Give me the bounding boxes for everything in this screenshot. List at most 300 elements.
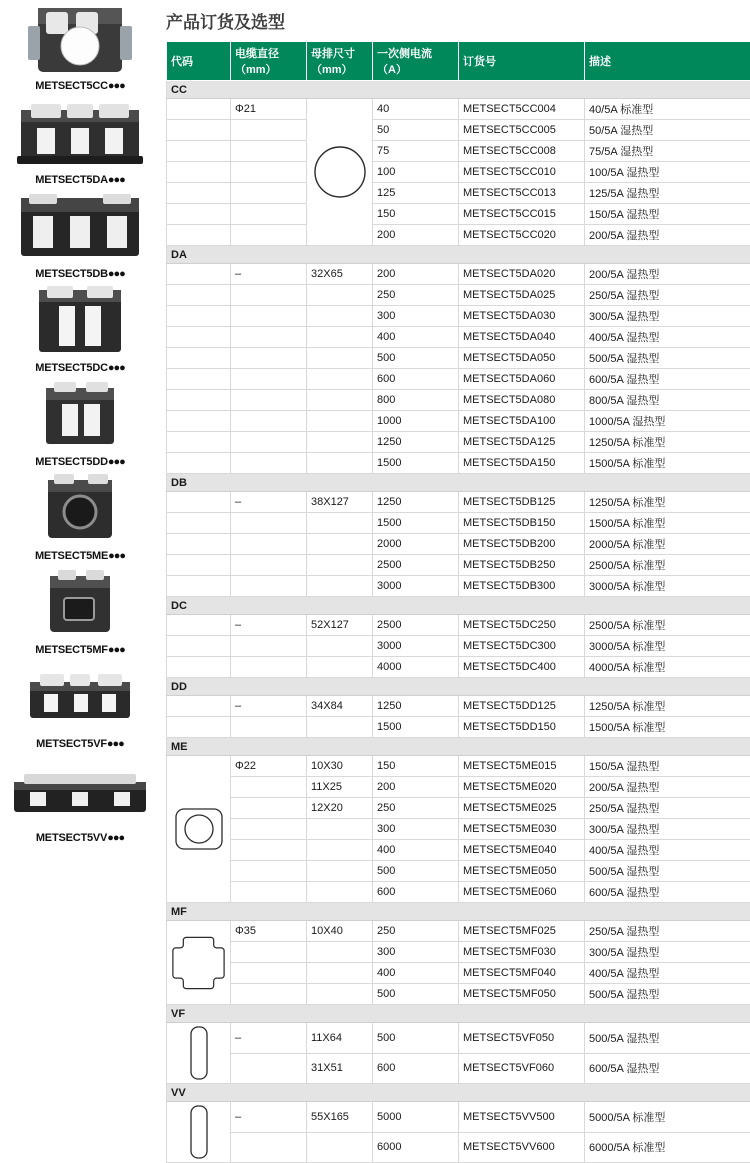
cell-cable-diameter — [231, 348, 307, 369]
cell-code — [167, 555, 231, 576]
cell-primary-current: 250 — [373, 798, 459, 819]
cell-cable-diameter — [231, 576, 307, 597]
cell-cable-diameter — [231, 306, 307, 327]
table-row — [167, 555, 750, 576]
cell-busbar-size — [307, 963, 373, 984]
header-line2: （A） — [377, 64, 407, 76]
cell-code — [167, 264, 231, 285]
cell-primary-current: 1250 — [373, 492, 459, 513]
cell-busbar-size — [307, 861, 373, 882]
cell-cable-diameter — [231, 942, 307, 963]
cell-order-number: METSECT5DC250 — [459, 615, 585, 636]
page-title: 产品订货及选型 — [166, 8, 750, 33]
group-header-row — [167, 678, 750, 696]
cell-description: 600/5A 湿热型 — [585, 882, 750, 903]
cell-cable-diameter — [231, 432, 307, 453]
header-line2: （mm） — [235, 64, 277, 76]
group-code: MF — [167, 903, 750, 921]
group-header-row — [167, 81, 750, 99]
shape-slim-vertical-icon — [171, 1025, 226, 1081]
cell-cable-diameter: – — [231, 492, 307, 513]
cell-description: 100/5A 湿热型 — [585, 162, 750, 183]
cell-description: 200/5A 湿热型 — [585, 225, 750, 246]
table-row — [167, 492, 750, 513]
cell-description: 2500/5A 标准型 — [585, 615, 750, 636]
table-row — [167, 183, 750, 204]
group-header-row — [167, 246, 750, 264]
cell-cable-diameter — [231, 1132, 307, 1163]
ct-busbar-wide2-icon — [0, 190, 160, 268]
cell-cable-diameter — [231, 1053, 307, 1084]
cell-primary-current: 3000 — [373, 636, 459, 657]
col-header-cable-diameter — [231, 42, 307, 81]
cell-cable-diameter — [231, 534, 307, 555]
cell-primary-current: 2500 — [373, 555, 459, 576]
cell-busbar-size — [307, 657, 373, 678]
cell-primary-current: 1500 — [373, 453, 459, 474]
product-item — [0, 284, 160, 376]
cell-order-number: METSECT5DA025 — [459, 285, 585, 306]
table-row — [167, 636, 750, 657]
table-row — [167, 162, 750, 183]
product-item — [0, 2, 160, 94]
cell-description: 600/5A 湿热型 — [585, 1053, 750, 1084]
cell-order-number: METSECT5DC300 — [459, 636, 585, 657]
cell-order-number: METSECT5VF060 — [459, 1053, 585, 1084]
cell-description: 250/5A 湿热型 — [585, 921, 750, 942]
ordering-table — [166, 41, 750, 1163]
cell-cable-diameter — [231, 120, 307, 141]
cell-busbar-size — [307, 942, 373, 963]
cell-busbar-size: 52X127 — [307, 615, 373, 636]
group-header-row — [167, 738, 750, 756]
cell-description: 250/5A 湿热型 — [585, 285, 750, 306]
header-line1: 电缆直径 — [235, 48, 279, 60]
cell-description: 1250/5A 标准型 — [585, 492, 750, 513]
group-code: DB — [167, 474, 750, 492]
cell-primary-current: 1500 — [373, 513, 459, 534]
group-code: VV — [167, 1084, 750, 1102]
cell-order-number: METSECT5DB150 — [459, 513, 585, 534]
product-label: METSECT5MF●●● — [0, 644, 160, 658]
cell-order-number: METSECT5DA030 — [459, 306, 585, 327]
cell-code — [167, 534, 231, 555]
cell-order-number: METSECT5CC005 — [459, 120, 585, 141]
product-dots: ●●● — [108, 80, 125, 92]
shape-squircle-big-icon — [171, 934, 226, 992]
cell-shape — [167, 921, 231, 1005]
cell-order-number: METSECT5MF025 — [459, 921, 585, 942]
cell-order-number: METSECT5CC004 — [459, 99, 585, 120]
cell-order-number: METSECT5DA050 — [459, 348, 585, 369]
product-label: METSECT5DA●●● — [0, 174, 160, 188]
product-dots: ●●● — [108, 456, 125, 468]
cell-description: 150/5A 湿热型 — [585, 756, 750, 777]
cell-order-number: METSECT5ME030 — [459, 819, 585, 840]
cell-order-number: METSECT5DA125 — [459, 432, 585, 453]
cell-code — [167, 576, 231, 597]
table-row — [167, 696, 750, 717]
cell-busbar-size — [307, 882, 373, 903]
cell-busbar-size — [307, 327, 373, 348]
cell-description: 250/5A 湿热型 — [585, 798, 750, 819]
cell-busbar-size — [307, 348, 373, 369]
product-item — [0, 754, 160, 846]
cell-description: 75/5A 湿热型 — [585, 141, 750, 162]
table-row — [167, 963, 750, 984]
cell-primary-current: 3000 — [373, 576, 459, 597]
cell-busbar-size: 11X64 — [307, 1023, 373, 1054]
group-header-row — [167, 1084, 750, 1102]
cell-order-number: METSECT5DB250 — [459, 555, 585, 576]
cell-primary-current: 500 — [373, 984, 459, 1005]
cell-primary-current: 1000 — [373, 411, 459, 432]
cell-busbar-size: 32X65 — [307, 264, 373, 285]
cell-code — [167, 141, 231, 162]
cell-primary-current: 150 — [373, 756, 459, 777]
cell-busbar-size — [307, 840, 373, 861]
cell-busbar-size — [307, 411, 373, 432]
cell-cable-diameter — [231, 636, 307, 657]
cell-order-number: METSECT5CC013 — [459, 183, 585, 204]
cell-cable-diameter: – — [231, 696, 307, 717]
cell-code — [167, 432, 231, 453]
cell-busbar-size: 12X20 — [307, 798, 373, 819]
cell-description: 1500/5A 标准型 — [585, 717, 750, 738]
table-row — [167, 1102, 750, 1133]
cell-description: 50/5A 湿热型 — [585, 120, 750, 141]
table-row — [167, 861, 750, 882]
cell-order-number: METSECT5DB125 — [459, 492, 585, 513]
cell-description: 300/5A 湿热型 — [585, 306, 750, 327]
ct-busbar-small-icon — [0, 378, 160, 456]
cell-cable-diameter — [231, 141, 307, 162]
cell-description: 40/5A 标准型 — [585, 99, 750, 120]
cell-order-number: METSECT5VV600 — [459, 1132, 585, 1163]
cell-primary-current: 1500 — [373, 717, 459, 738]
cell-order-number: METSECT5DA080 — [459, 390, 585, 411]
col-header-description: 描述 — [585, 42, 750, 81]
cell-shape — [167, 1102, 231, 1163]
cell-code — [167, 492, 231, 513]
cell-busbar-size: 38X127 — [307, 492, 373, 513]
table-row — [167, 141, 750, 162]
table-row — [167, 657, 750, 678]
cell-code — [167, 348, 231, 369]
table-row — [167, 225, 750, 246]
cell-primary-current: 500 — [373, 348, 459, 369]
cell-shape — [167, 756, 231, 903]
header-line1: 一次侧电流 — [377, 48, 432, 60]
cell-cable-diameter: – — [231, 615, 307, 636]
cell-primary-current: 500 — [373, 861, 459, 882]
cell-order-number: METSECT5VV500 — [459, 1102, 585, 1133]
header-line1: 母排尺寸 — [311, 48, 355, 60]
cell-busbar-size — [307, 555, 373, 576]
product-label: METSECT5VF●●● — [0, 738, 160, 752]
product-label: METSECT5DD●●● — [0, 456, 160, 470]
cell-primary-current: 40 — [373, 99, 459, 120]
cell-cable-diameter — [231, 984, 307, 1005]
cell-cable-diameter — [231, 798, 307, 819]
cell-description: 5000/5A 标准型 — [585, 1102, 750, 1133]
product-item — [0, 96, 160, 188]
cell-busbar-size: 10X40 — [307, 921, 373, 942]
cell-order-number: METSECT5ME015 — [459, 756, 585, 777]
cell-description: 150/5A 湿热型 — [585, 204, 750, 225]
group-code: CC — [167, 81, 750, 99]
cell-order-number: METSECT5CC020 — [459, 225, 585, 246]
table-row — [167, 453, 750, 474]
cell-primary-current: 800 — [373, 390, 459, 411]
cell-primary-current: 1250 — [373, 432, 459, 453]
cell-busbar-size: 34X84 — [307, 696, 373, 717]
cell-busbar-size — [307, 369, 373, 390]
product-item — [0, 472, 160, 564]
cell-primary-current: 5000 — [373, 1102, 459, 1133]
product-label: METSECT5ME●●● — [0, 550, 160, 564]
table-row — [167, 411, 750, 432]
cell-description: 500/5A 湿热型 — [585, 861, 750, 882]
product-label: METSECT5DC●●● — [0, 362, 160, 376]
cell-code — [167, 696, 231, 717]
group-code: VF — [167, 1005, 750, 1023]
cell-primary-current: 200 — [373, 264, 459, 285]
product-item — [0, 190, 160, 282]
cell-code — [167, 120, 231, 141]
group-header-row — [167, 474, 750, 492]
cell-description: 2000/5A 标准型 — [585, 534, 750, 555]
table-row — [167, 120, 750, 141]
cell-description: 600/5A 湿热型 — [585, 369, 750, 390]
cell-code — [167, 513, 231, 534]
cell-cable-diameter: Φ21 — [231, 99, 307, 120]
cell-cable-diameter — [231, 285, 307, 306]
cell-code — [167, 99, 231, 120]
cell-cable-diameter — [231, 204, 307, 225]
cell-busbar-size — [307, 819, 373, 840]
cell-cable-diameter — [231, 453, 307, 474]
table-row — [167, 1053, 750, 1084]
product-dots: ●●● — [108, 644, 125, 656]
cell-primary-current: 125 — [373, 183, 459, 204]
cell-primary-current: 300 — [373, 306, 459, 327]
cell-cable-diameter — [231, 390, 307, 411]
cell-code — [167, 390, 231, 411]
table-row — [167, 840, 750, 861]
cell-order-number: METSECT5DB200 — [459, 534, 585, 555]
cell-order-number: METSECT5DA020 — [459, 264, 585, 285]
table-row — [167, 432, 750, 453]
cell-cable-diameter — [231, 225, 307, 246]
cell-cable-diameter: – — [231, 264, 307, 285]
table-row — [167, 1023, 750, 1054]
ct-round-clamp-icon — [0, 2, 160, 80]
table-row — [167, 264, 750, 285]
cell-order-number: METSECT5MF050 — [459, 984, 585, 1005]
shape-squircle-small-icon — [171, 807, 226, 851]
cell-cable-diameter — [231, 327, 307, 348]
cell-code — [167, 369, 231, 390]
cell-order-number: METSECT5DA040 — [459, 327, 585, 348]
cell-busbar-size — [307, 576, 373, 597]
cell-order-number: METSECT5CC008 — [459, 141, 585, 162]
table-row — [167, 285, 750, 306]
cell-description: 400/5A 湿热型 — [585, 840, 750, 861]
cell-code — [167, 636, 231, 657]
cell-shape — [167, 1023, 231, 1084]
cell-primary-current: 2000 — [373, 534, 459, 555]
cell-description: 300/5A 湿热型 — [585, 819, 750, 840]
cell-order-number: METSECT5DA100 — [459, 411, 585, 432]
product-item — [0, 378, 160, 470]
cell-busbar-size — [307, 285, 373, 306]
cell-cable-diameter — [231, 819, 307, 840]
ordering-table-section — [166, 0, 750, 1163]
cell-cable-diameter — [231, 777, 307, 798]
cell-order-number: METSECT5MF040 — [459, 963, 585, 984]
cell-code — [167, 657, 231, 678]
cell-cable-diameter — [231, 717, 307, 738]
table-row — [167, 204, 750, 225]
table-row — [167, 576, 750, 597]
cell-busbar-size: 31X51 — [307, 1053, 373, 1084]
cell-cable-diameter — [231, 369, 307, 390]
cell-busbar-size — [307, 534, 373, 555]
table-row — [167, 756, 750, 777]
group-code: DC — [167, 597, 750, 615]
cell-description: 3000/5A 标准型 — [585, 636, 750, 657]
table-row — [167, 717, 750, 738]
cell-description: 1500/5A 标准型 — [585, 513, 750, 534]
cell-order-number: METSECT5ME025 — [459, 798, 585, 819]
cell-busbar-size — [307, 984, 373, 1005]
cell-busbar-size — [307, 717, 373, 738]
product-dots: ●●● — [108, 268, 125, 280]
cell-primary-current: 400 — [373, 963, 459, 984]
cell-code — [167, 306, 231, 327]
cell-primary-current: 600 — [373, 882, 459, 903]
cell-primary-current: 200 — [373, 225, 459, 246]
cell-busbar-size: 10X30 — [307, 756, 373, 777]
table-row — [167, 984, 750, 1005]
table-row — [167, 390, 750, 411]
cell-description: 1500/5A 标准型 — [585, 453, 750, 474]
table-row — [167, 327, 750, 348]
cell-code — [167, 204, 231, 225]
cell-order-number: METSECT5DA150 — [459, 453, 585, 474]
cell-cable-diameter — [231, 513, 307, 534]
table-row — [167, 348, 750, 369]
ct-busbar-tall-icon — [0, 284, 160, 362]
cell-cable-diameter: – — [231, 1102, 307, 1133]
cell-cable-diameter — [231, 963, 307, 984]
cell-busbar-size — [307, 306, 373, 327]
cell-busbar-size: 55X165 — [307, 1102, 373, 1133]
group-code: ME — [167, 738, 750, 756]
table-row — [167, 882, 750, 903]
cell-order-number: METSECT5DD150 — [459, 717, 585, 738]
group-header-row — [167, 597, 750, 615]
cell-busbar-size — [307, 390, 373, 411]
cell-code — [167, 162, 231, 183]
product-dots: ●●● — [108, 362, 125, 374]
cell-cable-diameter: Φ35 — [231, 921, 307, 942]
cell-primary-current: 1250 — [373, 696, 459, 717]
group-code: DA — [167, 246, 750, 264]
cell-primary-current: 6000 — [373, 1132, 459, 1163]
table-row — [167, 942, 750, 963]
group-header-row — [167, 1005, 750, 1023]
cell-code — [167, 225, 231, 246]
header-line2: （mm） — [311, 64, 353, 76]
cell-code — [167, 615, 231, 636]
cell-primary-current: 4000 — [373, 657, 459, 678]
cell-cable-diameter: Φ22 — [231, 756, 307, 777]
cell-order-number: METSECT5DD125 — [459, 696, 585, 717]
cell-primary-current: 75 — [373, 141, 459, 162]
product-dots: ●●● — [108, 174, 125, 186]
cell-description: 1250/5A 标准型 — [585, 432, 750, 453]
ct-long-bar-icon — [0, 754, 160, 832]
product-label: METSECT5DB●●● — [0, 268, 160, 282]
cell-order-number: METSECT5DB300 — [459, 576, 585, 597]
table-row — [167, 819, 750, 840]
cell-code — [167, 285, 231, 306]
cell-description: 1000/5A 湿热型 — [585, 411, 750, 432]
cell-shape — [307, 99, 373, 246]
cell-description: 500/5A 湿热型 — [585, 1023, 750, 1054]
cell-busbar-size — [307, 453, 373, 474]
cell-description: 200/5A 湿热型 — [585, 264, 750, 285]
cell-cable-diameter: – — [231, 1023, 307, 1054]
cell-primary-current: 250 — [373, 921, 459, 942]
ct-square-round-icon — [0, 566, 160, 644]
cell-cable-diameter — [231, 657, 307, 678]
table-header-row — [167, 42, 750, 81]
cell-description: 1250/5A 标准型 — [585, 696, 750, 717]
cell-order-number: METSECT5VF050 — [459, 1023, 585, 1054]
cell-primary-current: 600 — [373, 369, 459, 390]
cell-busbar-size — [307, 513, 373, 534]
table-row — [167, 306, 750, 327]
product-dots: ●●● — [107, 738, 124, 750]
cell-description: 2500/5A 标准型 — [585, 555, 750, 576]
ct-square-small-icon — [0, 472, 160, 550]
product-dots: ●●● — [108, 550, 125, 562]
cell-order-number: METSECT5CC015 — [459, 204, 585, 225]
cell-order-number: METSECT5DC400 — [459, 657, 585, 678]
product-label: METSECT5CC●●● — [0, 80, 160, 94]
cell-description: 4000/5A 标准型 — [585, 657, 750, 678]
cell-description: 300/5A 湿热型 — [585, 942, 750, 963]
cell-primary-current: 250 — [373, 285, 459, 306]
cell-order-number: METSECT5CC010 — [459, 162, 585, 183]
cell-description: 500/5A 湿热型 — [585, 348, 750, 369]
cell-primary-current: 500 — [373, 1023, 459, 1054]
cell-order-number: METSECT5ME040 — [459, 840, 585, 861]
group-header-row — [167, 903, 750, 921]
table-row — [167, 369, 750, 390]
col-header-code: 代码 — [167, 42, 231, 81]
ct-slim-vertical-icon — [0, 660, 160, 738]
cell-primary-current: 150 — [373, 204, 459, 225]
cell-description: 500/5A 湿热型 — [585, 984, 750, 1005]
cell-cable-diameter — [231, 882, 307, 903]
cell-primary-current: 400 — [373, 327, 459, 348]
cell-order-number: METSECT5ME060 — [459, 882, 585, 903]
table-row — [167, 534, 750, 555]
